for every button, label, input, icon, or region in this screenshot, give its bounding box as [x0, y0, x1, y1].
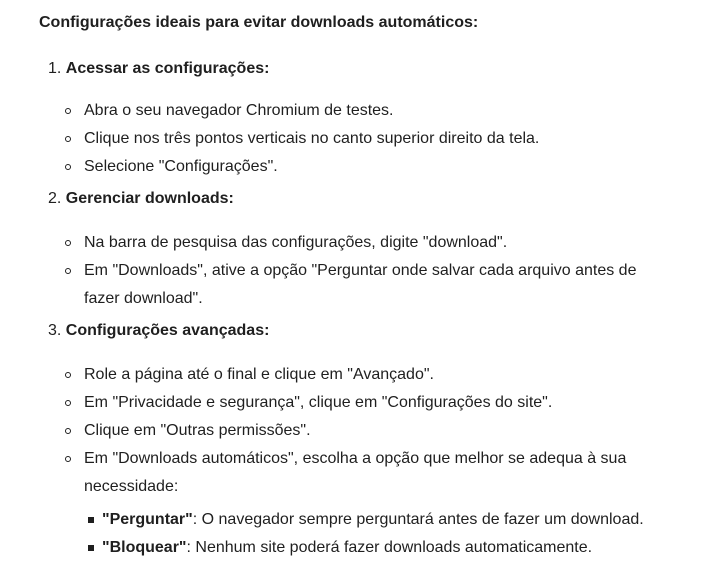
- section-2-title: [48, 186, 234, 212]
- sub-item-label: "Perguntar": [102, 511, 193, 528]
- circle-bullet-icon: [65, 268, 71, 274]
- section-3-label: Configurações avançadas:: [65, 322, 270, 339]
- list-item-text: Clique nos três pontos verticais no canto superior direito da tela.: [84, 130, 540, 147]
- list-item-text: Em "Downloads automáticos", escolha a opção que melhor se adequa à sua: [84, 450, 627, 467]
- list-item-text: fazer download".: [84, 290, 203, 307]
- section-2-number: 2.: [48, 190, 62, 207]
- list-item: [84, 417, 694, 445]
- sub-item-text: : Nenhum site poderá fazer downloads automaticamente.: [186, 539, 593, 556]
- list-item-continuation: [84, 285, 694, 313]
- circle-bullet-icon: [65, 164, 71, 170]
- list-item: [84, 257, 694, 285]
- sub-item-text: : O navegador sempre perguntará antes de fazer um download.: [192, 511, 644, 528]
- square-bullet-icon: [88, 517, 94, 523]
- circle-bullet-icon: [65, 372, 71, 378]
- sub-list-item: [102, 534, 592, 562]
- list-item: [84, 389, 694, 417]
- section-3-title: [48, 318, 269, 344]
- list-item-text: Clique em "Outras permissões".: [84, 422, 311, 439]
- circle-bullet-icon: [65, 400, 71, 406]
- sub-list-item: [102, 506, 644, 534]
- page-heading: Configurações ideais para evitar downloads automáticos:: [39, 14, 479, 31]
- section-3-number: 3.: [48, 322, 62, 339]
- circle-bullet-icon: [65, 428, 71, 434]
- list-item: [84, 445, 694, 473]
- list-item: [84, 97, 694, 125]
- list-item-text: Selecione "Configurações".: [84, 158, 278, 175]
- section-1-number: 1.: [48, 60, 62, 77]
- list-item-text: Em "Downloads", ative a opção "Perguntar onde salvar cada arquivo antes de: [84, 262, 637, 279]
- list-item: [84, 361, 694, 389]
- list-item-text: Na barra de pesquisa das configurações, digite "download".: [84, 234, 508, 251]
- list-item: [84, 229, 694, 257]
- section-2-label: Gerenciar downloads:: [65, 190, 234, 207]
- circle-bullet-icon: [65, 108, 71, 114]
- circle-bullet-icon: [65, 240, 71, 246]
- sub-item-label: "Bloquear": [102, 539, 187, 556]
- list-item-text: necessidade:: [84, 478, 179, 495]
- list-item-text: Role a página até o final e clique em "Avançado".: [84, 366, 434, 383]
- list-item-continuation: [84, 473, 694, 501]
- section-1-label: Acessar as configurações:: [65, 60, 270, 77]
- section-1-title: [48, 56, 269, 82]
- list-item: [84, 153, 694, 181]
- list-item-text: Em "Privacidade e segurança", clique em "Configurações do site".: [84, 394, 553, 411]
- circle-bullet-icon: [65, 456, 71, 462]
- list-item: [84, 125, 694, 153]
- square-bullet-icon: [88, 545, 94, 551]
- list-item-text: Abra o seu navegador Chromium de testes.: [84, 102, 394, 119]
- circle-bullet-icon: [65, 136, 71, 142]
